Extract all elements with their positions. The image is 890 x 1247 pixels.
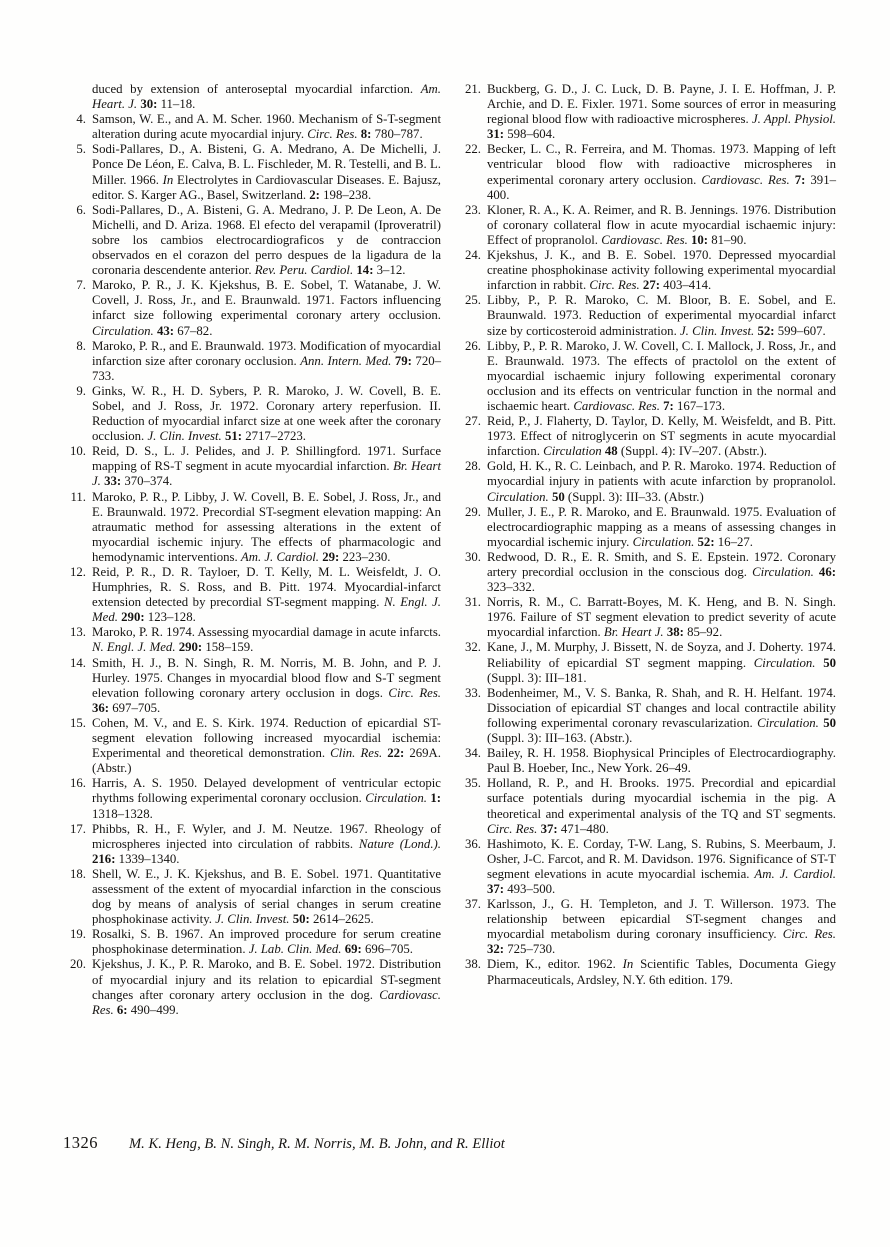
reference-text bbox=[92, 957, 441, 1017]
reference-text-segment: 1339–1340. bbox=[115, 851, 180, 866]
reference-number: 14. bbox=[70, 655, 86, 670]
reference-number: 6. bbox=[76, 202, 86, 217]
reference-item bbox=[63, 927, 441, 957]
reference-text bbox=[487, 339, 836, 414]
reference-text-segment: 167–173. bbox=[673, 398, 726, 413]
reference-text-segment: Electrolytes in Cardiovascular Diseases. E. Bajusz, editor. S. Karger AG., Basel, Switzerland. bbox=[92, 172, 442, 202]
reference-text bbox=[92, 82, 441, 112]
reference-text bbox=[487, 640, 836, 685]
reference-text-segment: Circ. Res. bbox=[589, 278, 643, 293]
reference-text-segment: 7: bbox=[794, 172, 806, 187]
reference-text-segment: Circ. Res. bbox=[307, 127, 361, 142]
reference-text-segment: Rosalki, S. B. 1967. An improved procedure for serum creatine phosphokinase determination. bbox=[92, 927, 441, 957]
reference-text-segment: Br. Heart J. bbox=[92, 459, 441, 489]
reference-text-segment: Circ. Res. bbox=[388, 685, 441, 700]
reference-text-segment: Buckberg, G. D., J. C. Luck, D. B. Payne, J. I. E. Hoffman, J. P. Archie, and D. E. Fixler. 1971. Some sources of error in measuring regional blood flow with radioactive microspheres. bbox=[487, 82, 836, 127]
reference-text-segment: 50: bbox=[292, 912, 310, 927]
reference-text bbox=[92, 384, 441, 444]
reference-text bbox=[92, 867, 441, 927]
reference-item bbox=[63, 867, 441, 927]
reference-text-segment: N. Engl. J. Med. bbox=[92, 595, 441, 625]
reference-text-segment: 123–128. bbox=[144, 610, 196, 625]
reference-text bbox=[487, 82, 836, 142]
reference-text-segment: Bodenheimer, M., V. S. Banka, R. Shah, and R. H. Helfant. 1974. Dissociation of epicardial ST changes and local contractile ability following experimental coronary revascularization. bbox=[487, 685, 836, 730]
reference-text-segment: 33: bbox=[104, 474, 122, 489]
reference-text-segment: 85–92. bbox=[683, 625, 723, 640]
reference-item bbox=[63, 490, 441, 565]
reference-item bbox=[458, 550, 836, 595]
reference-text bbox=[92, 490, 441, 565]
reference-text-segment: (Suppl. 3): III–163. (Abstr.). bbox=[487, 731, 633, 746]
reference-text-segment: Kjekshus, J. K., and B. E. Sobel. 1970. Depressed myocardial creatine phosphokinase activity following experimental myocardial infarction in rabbit. bbox=[487, 248, 836, 293]
reference-text-segment: Br. Heart J. bbox=[603, 625, 667, 640]
reference-text bbox=[92, 203, 441, 278]
reference-text-segment: Reid, D. S., L. J. Pelides, and J. P. Shillingford. 1971. Surface mapping of RS-T segment in acute myocardial infarction. bbox=[92, 444, 441, 474]
reference-text-segment: Holland, R. P., and H. Brooks. 1975. Precordial and epicardial surface potentials during myocardial ischemia in the pig. A theoretical and experimental analysis of the TQ and ST segments. bbox=[487, 776, 836, 821]
reference-number: 37. bbox=[465, 897, 481, 912]
reference-text bbox=[487, 293, 836, 338]
reference-text bbox=[92, 716, 441, 776]
reference-number: 21. bbox=[465, 82, 481, 96]
reference-text bbox=[487, 776, 836, 836]
reference-text bbox=[92, 112, 441, 142]
reference-text-segment: 69: bbox=[344, 942, 362, 957]
reference-text-segment: Gold, H. K., R. C. Leinbach, and P. R. Maroko. 1974. Reduction of myocardial injury in patients with acute infarction by propranolol. bbox=[487, 459, 836, 489]
reference-text-segment: Phibbs, R. H., F. Wyler, and J. M. Neutze. 1967. Rheology of microspheres injected into circulation of rabbits. bbox=[92, 821, 441, 851]
reference-text-segment: 198–238. bbox=[319, 187, 372, 202]
reference-text-segment: Rev. Peru. Cardiol. bbox=[254, 263, 357, 278]
reference-item bbox=[458, 595, 836, 640]
reference-text-segment: 38: bbox=[666, 625, 684, 640]
reference-number: 15. bbox=[70, 715, 86, 730]
reference-text-segment: 391–400. bbox=[487, 172, 836, 202]
reference-number: 20. bbox=[70, 957, 86, 972]
reference-text-segment: J. Clin. Invest. bbox=[147, 429, 225, 444]
reference-number: 31. bbox=[465, 595, 481, 610]
reference-text bbox=[487, 459, 836, 504]
reference-text-segment: 50 bbox=[823, 715, 836, 730]
reference-item bbox=[63, 278, 441, 338]
reference-text-segment: 6: bbox=[116, 1002, 128, 1017]
reference-text-segment: Samson, W. E., and A. M. Scher. 1960. Mechanism of S-T-segment alteration during acute myocardial injury. bbox=[92, 112, 441, 142]
reference-text-segment: 471–480. bbox=[557, 821, 609, 836]
reference-number: 23. bbox=[465, 202, 481, 217]
reference-item bbox=[63, 384, 441, 444]
reference-text-segment: Am. J. Cardiol. bbox=[240, 549, 323, 564]
reference-text-segment: 2614–2625. bbox=[309, 912, 374, 927]
reference-text-segment: 37: bbox=[540, 821, 558, 836]
reference-item bbox=[458, 897, 836, 957]
reference-text-segment: 29: bbox=[322, 549, 340, 564]
reference-text-segment: Nature (Lond.). bbox=[358, 836, 441, 851]
reference-text-segment: 599–607. bbox=[774, 323, 826, 338]
reference-item bbox=[63, 625, 441, 655]
reference-text bbox=[487, 837, 836, 897]
reference-text-segment: Cardiovasc. Res. bbox=[573, 398, 664, 413]
reference-text-segment: 14: bbox=[356, 263, 374, 278]
reference-text-segment: Kane, J., M. Murphy, J. Bissett, N. de Soyza, and J. Doherty. 1974. Reliability of epicardial ST segment mapping. bbox=[487, 640, 836, 670]
reference-text-segment: Am. J. Cardiol. bbox=[754, 866, 836, 881]
reference-text-segment: 490–499. bbox=[127, 1002, 179, 1017]
reference-text-segment: J. Appl. Physiol. bbox=[751, 112, 836, 127]
reference-text-segment: 2: bbox=[309, 187, 320, 202]
reference-item bbox=[458, 459, 836, 504]
reference-item bbox=[458, 142, 836, 202]
reference-text-segment: 598–604. bbox=[504, 127, 556, 142]
reference-number: 33. bbox=[465, 685, 481, 700]
reference-item bbox=[458, 776, 836, 836]
reference-text-segment: Libby, P., P. R. Maroko, J. W. Covell, C. I. Mallock, J. Ross, Jr., and E. Braunwald. 1973. The effects of practolol on the extent of myocardial ischaemic injury following experimental coronary occlusion and its effects on ventricular function in the normal and ischaemic heart. bbox=[487, 338, 836, 413]
reference-text-segment: Karlsson, J., G. H. Templeton, and J. T. Willerson. 1973. The relationship between epicardial ST-segment changes and myocardial metabolism during coronary insufficiency. bbox=[487, 897, 836, 942]
reference-text-segment: Cardiovasc. Res. bbox=[701, 172, 795, 187]
reference-text-segment: Maroko, P. R., P. Libby, J. W. Covell, B. E. Sobel, J. Ross, Jr., and E. Braunwald. 1972. Precordial ST-segment elevation mapping: An atraumatic method for assessing alterations in the extent of myocardial ischemic injury. The effects of pharmacologic and hemodynamic interventions. bbox=[92, 489, 441, 564]
reference-text-segment: 780–787. bbox=[371, 127, 423, 142]
reference-item bbox=[63, 716, 441, 776]
reference-item bbox=[458, 686, 836, 746]
reference-item bbox=[458, 339, 836, 414]
reference-text bbox=[92, 625, 441, 655]
reference-text-segment: Scientific Tables, Documenta Giegy Pharmaceuticals, Ardsley, N.Y. 6th edition. 179. bbox=[487, 957, 836, 987]
reference-text-segment: Clin. Res. bbox=[330, 746, 388, 761]
reference-text bbox=[487, 550, 836, 595]
reference-text-segment: 10: bbox=[691, 232, 709, 247]
reference-text-segment: 48 bbox=[604, 444, 618, 459]
reference-item bbox=[63, 822, 441, 867]
reference-text-segment: In bbox=[162, 172, 178, 187]
reference-text-segment: J. Lab. Clin. Med. bbox=[248, 942, 345, 957]
reference-text-segment: Diem, K., editor. 1962. bbox=[487, 957, 623, 972]
page-footer bbox=[63, 1133, 505, 1153]
reference-text-segment: 720–733. bbox=[92, 353, 442, 383]
reference-number: 30. bbox=[465, 549, 481, 564]
reference-text-segment: Maroko, P. R. 1974. Assessing myocardial damage in acute infarcts. bbox=[92, 625, 441, 640]
reference-text-segment: Cohen, M. V., and E. S. Kirk. 1974. Reduction of epicardial ST-segment elevation following increased myocardial ischemia: Experimental and theoretical demonstration. bbox=[92, 715, 441, 761]
reference-item bbox=[458, 248, 836, 293]
reference-item bbox=[458, 203, 836, 248]
reference-text-segment: 7: bbox=[663, 398, 674, 413]
reference-text-segment: 52: bbox=[757, 323, 775, 338]
reference-number: 38. bbox=[465, 957, 481, 972]
reference-text bbox=[487, 248, 836, 293]
reference-text-segment: 323–332. bbox=[487, 580, 535, 595]
reference-text-segment: 158–159. bbox=[202, 640, 254, 655]
reference-text-segment: Libby, P., P. R. Maroko, C. M. Bloor, B. E. Sobel, and E. Braunwald. 1973. Reduction of experimental myocardial infarct size by corticosteroid administration. bbox=[487, 293, 836, 338]
reference-text-segment: 22: bbox=[387, 746, 405, 761]
reference-number: 18. bbox=[70, 866, 86, 881]
reference-text-segment: 493–500. bbox=[504, 881, 556, 896]
reference-number: 4. bbox=[76, 112, 86, 127]
reference-text-segment: Circ. Res. bbox=[487, 821, 541, 836]
reference-item bbox=[63, 112, 441, 142]
reference-item bbox=[458, 414, 836, 459]
reference-item bbox=[63, 142, 441, 202]
reference-text-segment: Shell, W. E., J. K. Kjekshus, and B. E. Sobel. 1971. Quantitative assessment of the extent of myocardial infarction in the conscious dog by means of analysis of serial changes in serum creatine phosphokinase activity. bbox=[92, 866, 441, 927]
reference-text-segment: Harris, A. S. 1950. Delayed development of ventricular ectopic rhythms following experimental coronary occlusion. bbox=[92, 776, 441, 806]
reference-number: 19. bbox=[70, 927, 86, 942]
reference-text-segment: Muller, J. E., P. R. Maroko, and E. Braunwald. 1975. Evaluation of electrocardiographic mapping as a means of assessing changes in myocardial ischemic injury. bbox=[487, 504, 836, 549]
reference-text-segment: 46: bbox=[818, 565, 836, 579]
reference-number bbox=[63, 82, 86, 112]
reference-item bbox=[63, 203, 441, 278]
reference-text bbox=[92, 339, 441, 384]
reference-text-segment: Becker, L. C., R. Ferreira, and M. Thomas. 1973. Mapping of left ventricular blood flow with radioactive microspheres in experimental coronary artery occlusion. bbox=[487, 142, 836, 187]
reference-text-segment: 2717–2723. bbox=[242, 429, 306, 444]
reference-text-segment: Redwood, D. R., E. R. Smith, and S. E. Epstein. 1972. Coronary artery precordial occlusion in the conscious dog. bbox=[487, 549, 836, 579]
reference-text-segment: Maroko, P. R., and E. Braunwald. 1973. Modification of myocardial infarction size after coronary occlusion. bbox=[92, 338, 442, 368]
reference-text-segment: 216: bbox=[92, 851, 116, 866]
reference-item bbox=[458, 293, 836, 338]
reference-text-segment: 30: bbox=[140, 97, 158, 112]
reference-text-segment: 696–705. bbox=[361, 942, 413, 957]
reference-item bbox=[63, 565, 441, 625]
reference-text-segment: Circulation. bbox=[753, 655, 824, 670]
reference-text-segment: 50 bbox=[551, 489, 565, 504]
reference-text-segment: 223–230. bbox=[339, 549, 391, 564]
reference-number: 9. bbox=[76, 383, 86, 398]
reference-text-segment: 3–12. bbox=[373, 263, 406, 278]
references-column-right bbox=[458, 82, 836, 1018]
reference-text bbox=[92, 656, 441, 716]
reference-number: 34. bbox=[465, 746, 481, 761]
reference-text-segment: Ginks, W. R., H. D. Sybers, P. R. Maroko, J. W. Covell, B. E. Sobel, and J. Ross, Jr. 1972. Coronary artery reperfusion. II. Reduction of myocardial infarct size at one week after the coronary occlusion. bbox=[92, 383, 441, 444]
reference-text-segment: (Suppl. 3): III–33. (Abstr.) bbox=[564, 489, 704, 504]
reference-text-segment: 8: bbox=[360, 127, 372, 142]
reference-text-segment: J. Clin. Invest. bbox=[679, 323, 758, 338]
reference-item bbox=[458, 640, 836, 685]
reference-number: 29. bbox=[465, 504, 481, 519]
reference-number: 13. bbox=[70, 625, 86, 640]
reference-number: 32. bbox=[465, 640, 481, 655]
reference-text-segment: 81–90. bbox=[708, 232, 747, 247]
reference-text bbox=[487, 203, 836, 248]
reference-text bbox=[487, 505, 836, 550]
reference-text-segment: 79: bbox=[394, 353, 412, 368]
reference-text-segment: Ann. Intern. Med. bbox=[300, 353, 395, 368]
reference-number: 25. bbox=[465, 293, 481, 308]
reference-text-segment: Kloner, R. A., K. A. Reimer, and R. B. Jennings. 1976. Distribution of coronary collateral flow in acute myocardial ischaemic injury: Effect of propranolol. bbox=[487, 202, 836, 247]
reference-text-segment: Kjekshus, J. K., P. R. Maroko, and B. E. Sobel. 1972. Distribution of myocardial injury and its relation to epicardial ST-segment changes after coronary artery occlusion in the dog. bbox=[92, 957, 441, 1002]
reference-number: 36. bbox=[465, 836, 481, 851]
reference-text-segment: Cardiovasc. Res. bbox=[601, 232, 691, 247]
reference-number: 24. bbox=[465, 248, 481, 263]
reference-text-segment: 1318–1328. bbox=[92, 806, 153, 821]
reference-text bbox=[487, 957, 836, 987]
reference-number: 26. bbox=[465, 338, 481, 353]
references-section bbox=[63, 82, 836, 1018]
reference-number: 22. bbox=[465, 142, 481, 157]
reference-text-segment: Smith, H. J., B. N. Singh, R. M. Norris, M. B. John, and P. J. Hurley. 1975. Changes in myocardial blood flow and S-T segment elevation following coronary artery occlusion in dogs. bbox=[92, 655, 441, 700]
reference-text-segment: Circulation. bbox=[487, 489, 552, 504]
reference-item bbox=[63, 444, 441, 489]
references-column-left bbox=[63, 82, 441, 1018]
reference-number: 28. bbox=[465, 459, 481, 474]
reference-text-segment: Sodi-Pallares, D., A. Bisteni, G. A. Medrano, J. P. De Leon, A. De Michelli, and D. Ariza. 1968. El efecto del verapamil (Iproveratril) sobre los cambios electrocardiograficos y de contraccion observados en el corazon del perro despues de la ligadura de la coronaria descendente anterior. bbox=[92, 202, 441, 278]
reference-text-segment: Norris, R. M., C. Barratt-Boyes, M. K. Heng, and B. N. Singh. 1976. Failure of ST segment elevation to predict severity of acute myocardial infarction. bbox=[487, 595, 836, 640]
reference-text-segment: 37: bbox=[487, 881, 505, 896]
reference-item bbox=[63, 339, 441, 384]
reference-text-segment: (Suppl. 3): III–181. bbox=[487, 670, 587, 685]
reference-text-segment: Cardiovasc. Res. bbox=[92, 987, 441, 1017]
reference-text bbox=[487, 414, 836, 459]
reference-item bbox=[458, 957, 836, 987]
reference-text-segment: 50 bbox=[823, 655, 836, 670]
reference-text-segment: 269A. (Abstr.) bbox=[92, 746, 441, 776]
reference-item bbox=[63, 776, 441, 821]
reference-text bbox=[487, 142, 836, 202]
reference-text-segment: Maroko, P. R., J. K. Kjekshus, B. E. Sobel, T. Watanabe, J. W. Covell, J. Ross, Jr., and E. Braunwald. 1971. Factors influencing infarct size following experimental coronary artery occlusion. bbox=[92, 278, 441, 323]
reference-text-segment: 725–730. bbox=[504, 942, 556, 957]
reference-text bbox=[487, 897, 836, 957]
reference-text-segment: duced by extension of anteroseptal myocardial infarction. bbox=[92, 82, 421, 96]
reference-continuation bbox=[63, 82, 441, 112]
reference-text-segment: 36: bbox=[92, 700, 110, 715]
reference-text-segment: Circulation. bbox=[752, 565, 819, 579]
reference-text-segment: Reid, P., J. Flaherty, D. Taylor, D. Kelly, M. Weisfeldt, and B. Pitt. 1973. Effect of nitroglycerin on ST segments in acute myocardial infarction. bbox=[487, 414, 836, 459]
reference-text-segment: 697–705. bbox=[109, 700, 161, 715]
reference-number: 7. bbox=[76, 278, 86, 293]
reference-text bbox=[487, 595, 836, 640]
reference-text bbox=[92, 927, 441, 957]
reference-text-segment: 290: bbox=[178, 640, 203, 655]
reference-text bbox=[92, 278, 441, 338]
reference-text-segment: 16–27. bbox=[714, 534, 753, 549]
page-number: 1326 bbox=[63, 1133, 98, 1152]
reference-number: 8. bbox=[76, 338, 86, 353]
reference-text-segment: 403–414. bbox=[659, 278, 712, 293]
reference-text-segment: 31: bbox=[487, 127, 505, 142]
reference-text bbox=[92, 565, 441, 625]
reference-text-segment: J. Clin. Invest. bbox=[215, 912, 293, 927]
reference-text-segment: Circulation. bbox=[92, 323, 157, 338]
reference-text-segment: 43: bbox=[156, 323, 174, 338]
reference-text bbox=[92, 776, 441, 821]
reference-item bbox=[458, 505, 836, 550]
reference-text-segment: (Suppl. 4): IV–207. (Abstr.). bbox=[617, 444, 767, 459]
reference-item bbox=[458, 746, 836, 776]
reference-text-segment: 51: bbox=[224, 429, 242, 444]
reference-text bbox=[92, 142, 441, 202]
reference-text-segment: Reid, P. R., D. R. Tayloer, D. T. Kelly, M. L. Weisfeldt, J. O. Humphries, R. S. Ross, and B. Pitt. 1974. Myocardial-infarct extension detected by precordial ST-segment mapping. bbox=[92, 565, 441, 610]
reference-text-segment: 27: bbox=[642, 278, 660, 293]
reference-item bbox=[458, 82, 836, 142]
reference-number: 35. bbox=[465, 776, 481, 791]
reference-text-segment: 11–18. bbox=[157, 97, 196, 112]
reference-text-segment: Circulation. bbox=[632, 534, 698, 549]
reference-text-segment: 1: bbox=[430, 791, 441, 806]
running-authors: M. K. Heng, B. N. Singh, R. M. Norris, M. B. John, and R. Elliot bbox=[129, 1136, 505, 1152]
reference-text-segment: N. Engl. J. Med. bbox=[92, 640, 179, 655]
reference-text-segment: Hashimoto, K. E. Corday, T-W. Lang, S. Rubins, S. Meerbaum, J. Osher, J-C. Farcot, and R. M. Davidson. 1976. Significance of ST-T segment elevations in acute myocardial ischemia. bbox=[487, 836, 836, 881]
reference-text-segment: Circulation bbox=[543, 444, 605, 459]
reference-text bbox=[92, 822, 441, 867]
reference-text-segment: In bbox=[622, 957, 641, 972]
reference-text-segment: Bailey, R. H. 1958. Biophysical Principles of Electrocardiography. Paul B. Hoeber, Inc., New York. 26–49. bbox=[487, 746, 836, 776]
reference-item bbox=[63, 957, 441, 1017]
reference-text-segment: 52: bbox=[697, 534, 715, 549]
reference-text-segment: 370–374. bbox=[121, 474, 173, 489]
reference-text bbox=[487, 746, 836, 776]
reference-text-segment: Circ. Res. bbox=[782, 927, 836, 942]
reference-item bbox=[63, 656, 441, 716]
reference-number: 10. bbox=[70, 444, 86, 459]
reference-number: 17. bbox=[70, 821, 86, 836]
reference-text-segment: Circulation. bbox=[757, 715, 824, 730]
reference-number: 5. bbox=[76, 142, 86, 157]
reference-number: 27. bbox=[465, 414, 481, 429]
reference-item bbox=[458, 837, 836, 897]
reference-number: 16. bbox=[70, 776, 86, 791]
reference-text-segment: 290: bbox=[121, 610, 145, 625]
reference-text-segment: 32: bbox=[487, 942, 505, 957]
reference-text-segment: Sodi-Pallares, D., A. Bisteni, G. A. Medrano, A. De Michelli, J. Ponce De Léon, E. Calva, B. L. Fischleder, M. R. Testelli, and B. L. Miller. 1966. bbox=[92, 142, 441, 187]
reference-text-segment: Am. Heart. J. bbox=[92, 82, 441, 112]
reference-text bbox=[92, 444, 441, 489]
reference-text-segment: 67–82. bbox=[174, 323, 213, 338]
reference-text bbox=[487, 686, 836, 746]
reference-text-segment: Circulation. bbox=[365, 791, 431, 806]
reference-number: 11. bbox=[70, 489, 86, 504]
reference-number: 12. bbox=[70, 565, 86, 579]
